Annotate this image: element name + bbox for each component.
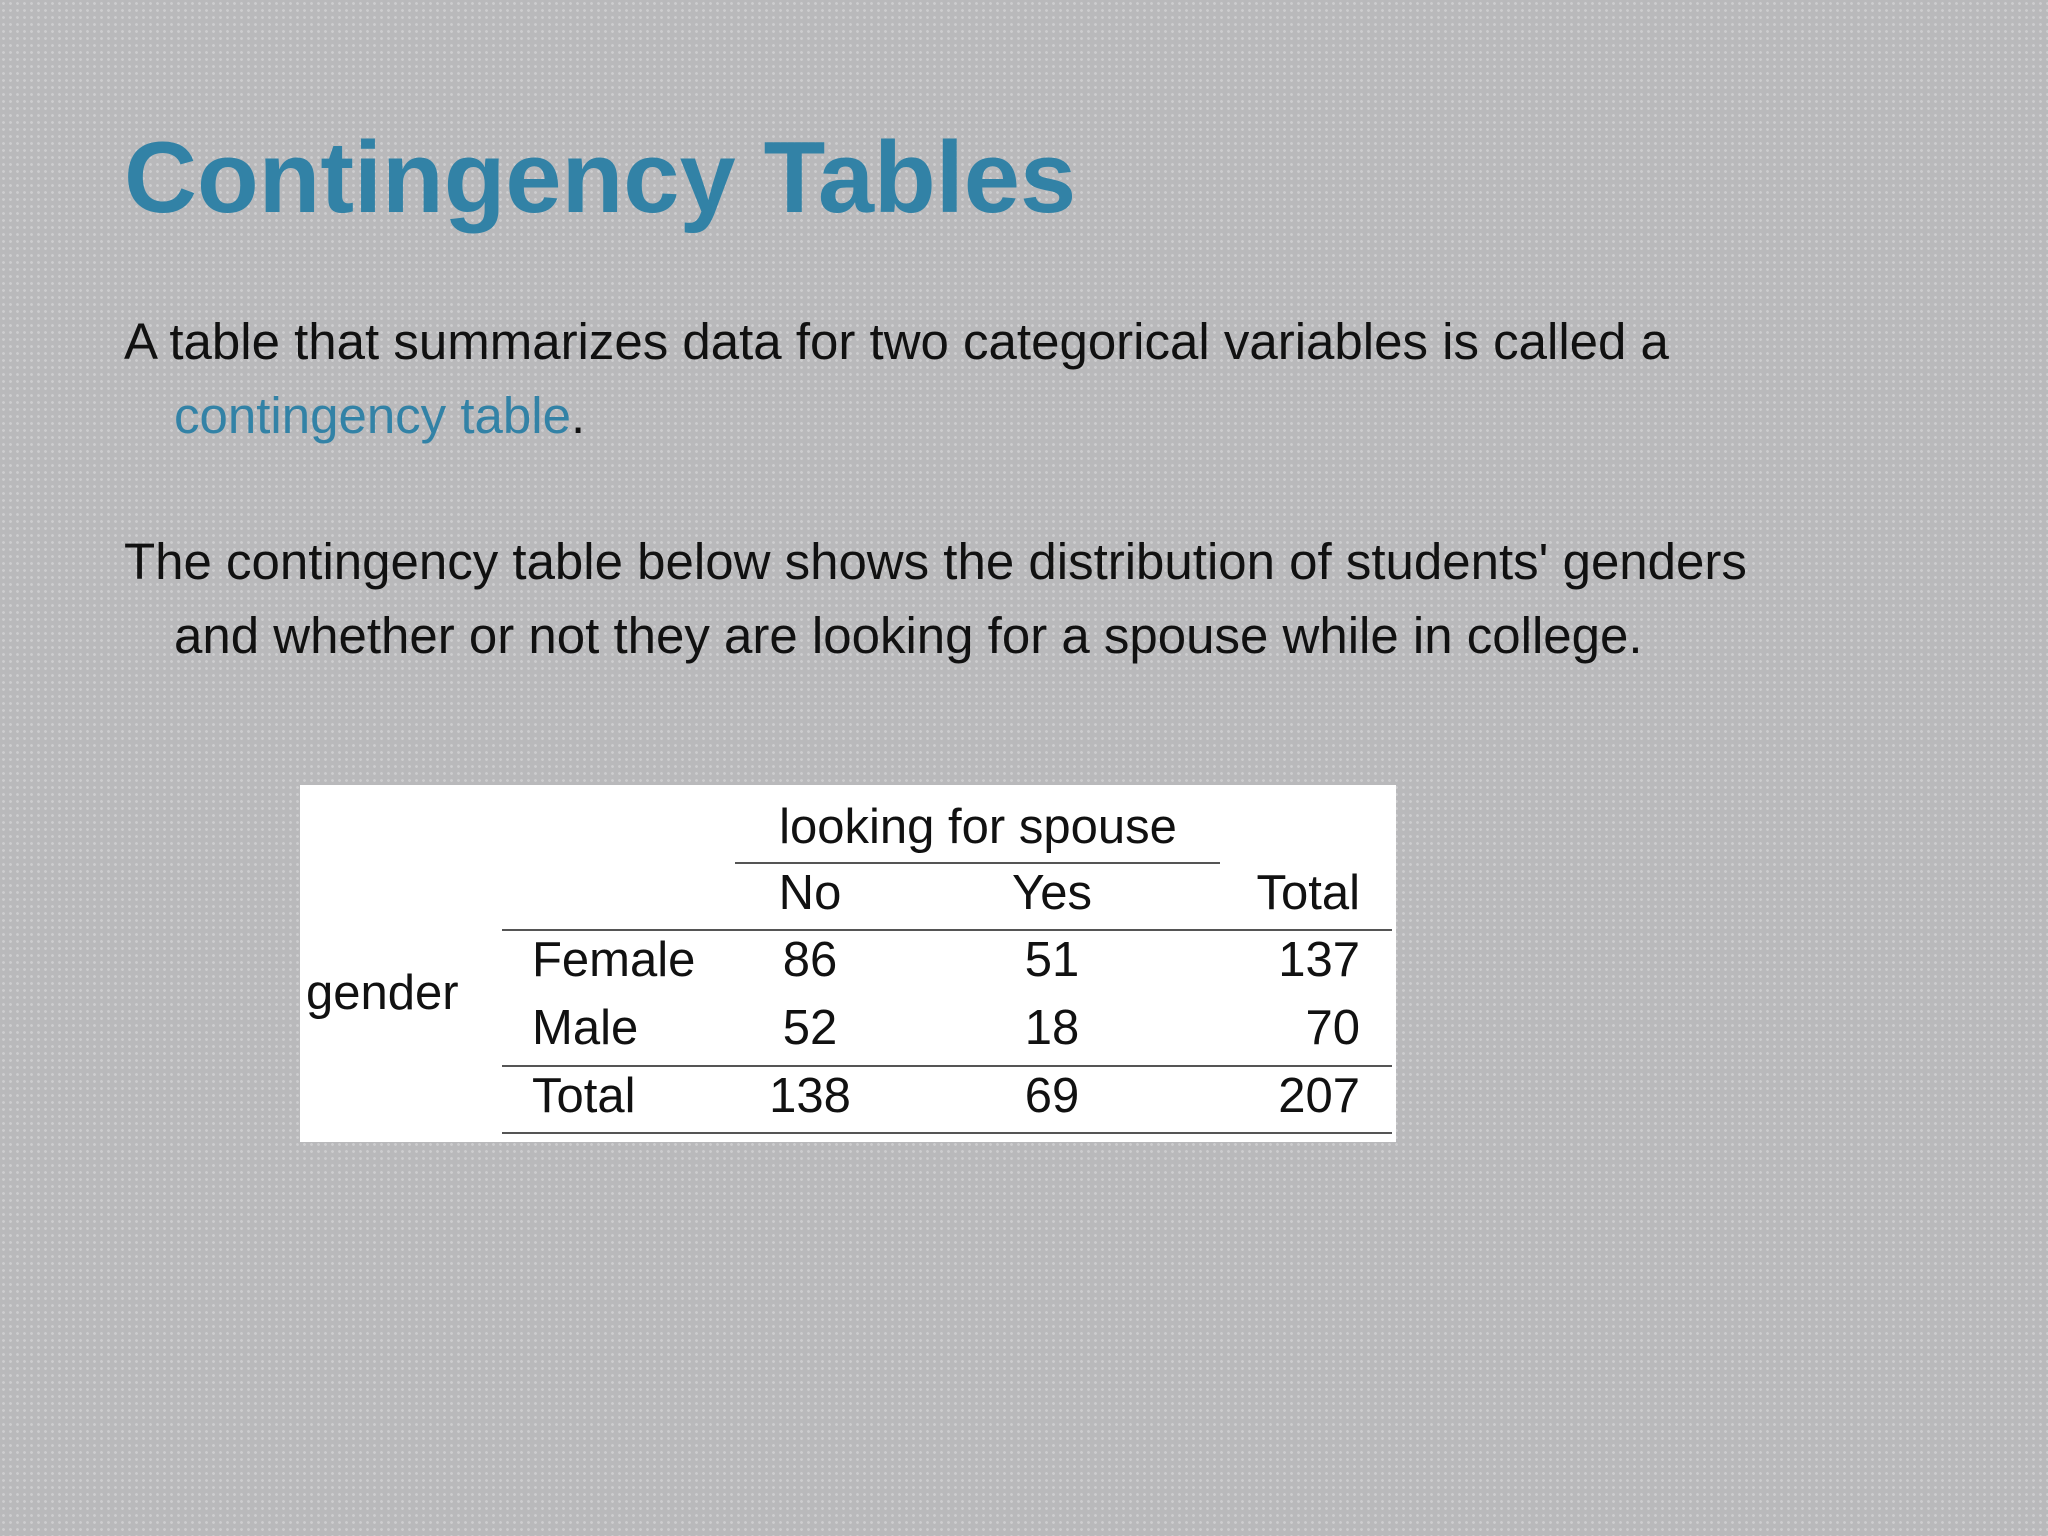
contingency-table (300, 785, 1396, 1142)
row-label-female: Female (532, 933, 696, 987)
female-total-cell: 137 (1278, 933, 1360, 987)
definition-paragraph (124, 305, 1984, 453)
slide-title: Contingency Tables (124, 122, 1077, 234)
female-no-cell: 86 (782, 933, 838, 987)
bottom-rule (502, 1132, 1392, 1134)
male-total-cell: 70 (1305, 1001, 1360, 1055)
grand-total-cell: 207 (1278, 1069, 1360, 1123)
totals-rule (502, 1065, 1392, 1067)
row-label-male: Male (532, 1001, 639, 1055)
definition-period: . (570, 387, 586, 444)
definition-line-1: A table that summarizes data for two categorical variables is called a (124, 313, 1669, 370)
description-line-2: and whether or not they are looking for a spouse while in college. (174, 607, 1643, 664)
column-group-label: looking for spouse (779, 800, 1177, 854)
female-yes-cell: 51 (1024, 933, 1080, 987)
header-rule (502, 929, 1392, 931)
column-header-no: No (778, 866, 842, 920)
contingency-table-term: contingency table (174, 387, 571, 444)
definition-line-2 (124, 379, 1984, 453)
column-header-total: Total (1256, 866, 1360, 920)
description-paragraph (124, 525, 1984, 673)
row-group-label: gender (306, 966, 459, 1020)
row-label-total: Total (532, 1069, 636, 1123)
description-line-1: The contingency table below shows the distribution of students' genders (124, 533, 1747, 590)
column-group-rule (735, 862, 1220, 864)
total-no-cell: 138 (769, 1069, 851, 1123)
male-yes-cell: 18 (1024, 1001, 1080, 1055)
total-yes-cell: 69 (1024, 1069, 1080, 1123)
male-no-cell: 52 (782, 1001, 838, 1055)
column-header-yes: Yes (1012, 866, 1092, 920)
